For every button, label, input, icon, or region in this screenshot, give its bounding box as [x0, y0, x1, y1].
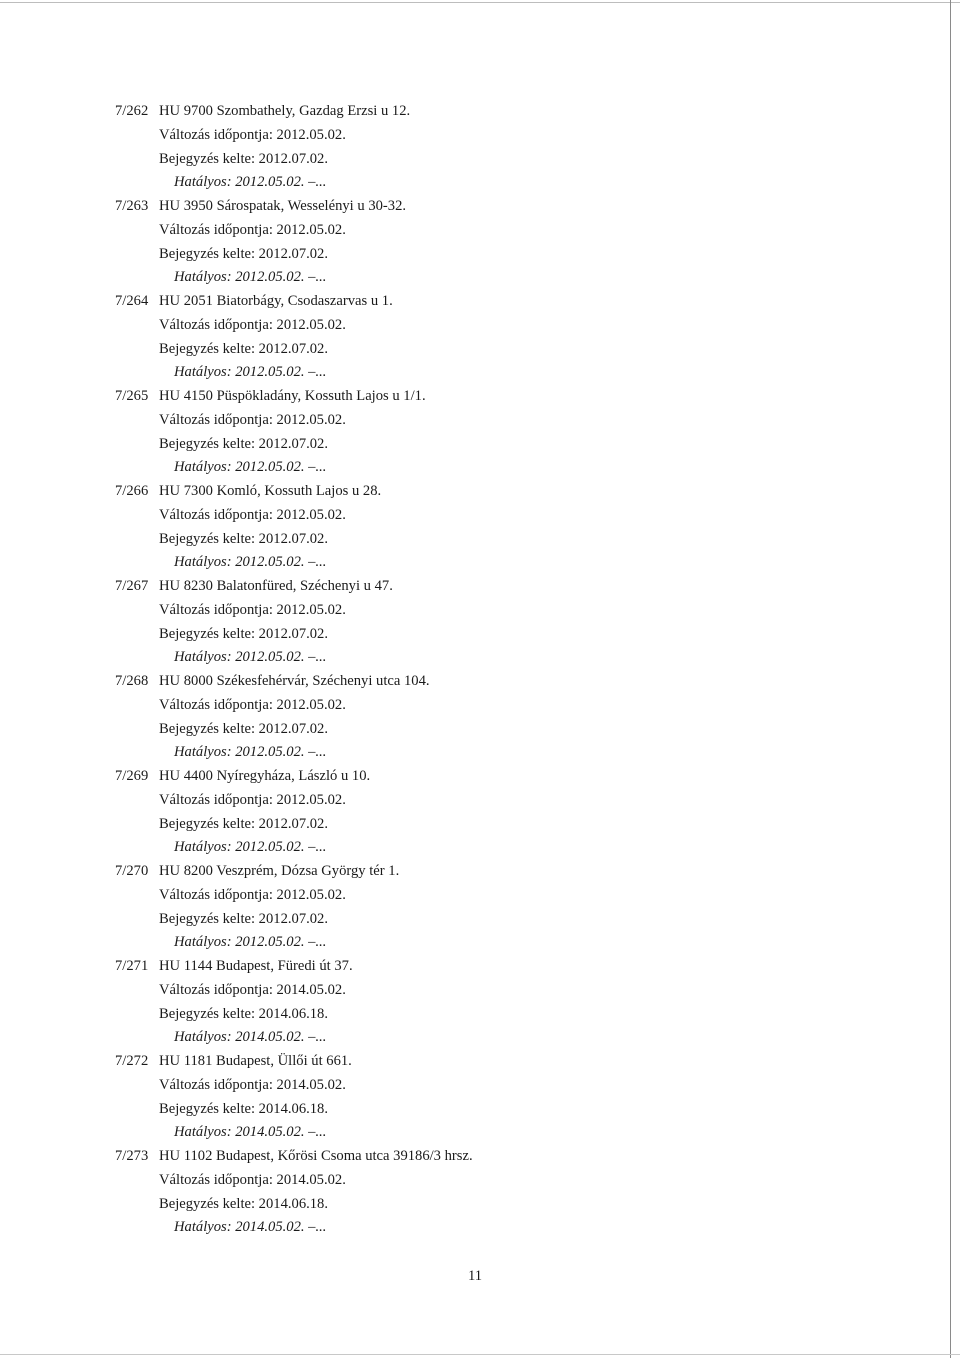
entry-number: 7/270	[115, 863, 149, 879]
entry-number: 7/268	[115, 673, 149, 689]
page-number: 11	[468, 1268, 483, 1284]
entry-address: HU 4400 Nyíregyháza, László u 10.	[159, 768, 371, 784]
effective-date: Hatályos: 2012.05.02. –...	[174, 934, 327, 951]
change-date: Változás időpontja: 2012.05.02.	[159, 316, 346, 333]
effective-date: Hatályos: 2012.05.02. –...	[174, 174, 327, 191]
entry-address: HU 1102 Budapest, Kőrösi Csoma utca 39186/3 hrsz.	[159, 1148, 473, 1164]
registration-date: Bejegyzés kelte: 2012.07.02.	[159, 530, 329, 547]
entry-7-270	[115, 860, 915, 955]
registration-date: Bejegyzés kelte: 2012.07.02.	[159, 150, 329, 167]
scan-edge-bottom	[0, 1354, 960, 1355]
effective-date: Hatályos: 2012.05.02. –...	[174, 839, 327, 856]
entry-address: HU 8200 Veszprém, Dózsa György tér 1.	[159, 863, 400, 879]
effective-date: Hatályos: 2012.05.02. –...	[174, 649, 327, 666]
entry-7-264	[115, 290, 915, 385]
effective-date: Hatályos: 2014.05.02. –...	[174, 1124, 327, 1141]
entry-number: 7/267	[115, 578, 149, 594]
change-date: Változás időpontja: 2012.05.02.	[159, 601, 346, 618]
entry-7-263	[115, 195, 915, 290]
registration-date: Bejegyzés kelte: 2012.07.02.	[159, 910, 329, 927]
effective-date: Hatályos: 2012.05.02. –...	[174, 269, 327, 286]
entry-number: 7/271	[115, 958, 149, 974]
change-date: Változás időpontja: 2012.05.02.	[159, 696, 346, 713]
entry-7-262	[115, 100, 915, 195]
entry-7-265	[115, 385, 915, 480]
entry-address: HU 1181 Budapest, Üllői út 661.	[159, 1053, 352, 1069]
scan-edge-top	[0, 2, 960, 3]
registration-date: Bejegyzés kelte: 2014.06.18.	[159, 1195, 329, 1212]
entry-address: HU 9700 Szombathely, Gazdag Erzsi u 12.	[159, 103, 411, 119]
entry-number: 7/263	[115, 198, 149, 214]
entry-number: 7/272	[115, 1053, 149, 1069]
registration-date: Bejegyzés kelte: 2012.07.02.	[159, 720, 329, 737]
registration-date: Bejegyzés kelte: 2014.06.18.	[159, 1005, 329, 1022]
change-date: Változás időpontja: 2012.05.02.	[159, 886, 346, 903]
entry-number: 7/264	[115, 293, 149, 309]
change-date: Változás időpontja: 2012.05.02.	[159, 126, 346, 143]
change-date: Változás időpontja: 2012.05.02.	[159, 411, 346, 428]
entry-address: HU 1144 Budapest, Füredi út 37.	[159, 958, 353, 974]
entry-address: HU 2051 Biatorbágy, Csodaszarvas u 1.	[159, 293, 393, 309]
entry-address: HU 7300 Komló, Kossuth Lajos u 28.	[159, 483, 382, 499]
entry-address: HU 8230 Balatonfüred, Széchenyi u 47.	[159, 578, 393, 594]
entry-7-272	[115, 1050, 915, 1145]
scan-edge-right	[950, 0, 951, 1358]
change-date: Változás időpontja: 2012.05.02.	[159, 506, 346, 523]
registration-date: Bejegyzés kelte: 2012.07.02.	[159, 815, 329, 832]
entry-number: 7/273	[115, 1148, 149, 1164]
entry-number: 7/265	[115, 388, 149, 404]
entry-7-266	[115, 480, 915, 575]
effective-date: Hatályos: 2012.05.02. –...	[174, 364, 327, 381]
entry-address: HU 8000 Székesfehérvár, Széchenyi utca 104.	[159, 673, 430, 689]
entry-7-267	[115, 575, 915, 670]
entry-7-273	[115, 1145, 915, 1240]
entry-number: 7/266	[115, 483, 149, 499]
registration-date: Bejegyzés kelte: 2014.06.18.	[159, 1100, 329, 1117]
effective-date: Hatályos: 2012.05.02. –...	[174, 459, 327, 476]
effective-date: Hatályos: 2014.05.02. –...	[174, 1029, 327, 1046]
effective-date: Hatályos: 2012.05.02. –...	[174, 744, 327, 761]
entry-7-268	[115, 670, 915, 765]
change-date: Változás időpontja: 2012.05.02.	[159, 791, 346, 808]
effective-date: Hatályos: 2012.05.02. –...	[174, 554, 327, 571]
entry-7-271	[115, 955, 915, 1050]
change-date: Változás időpontja: 2014.05.02.	[159, 1171, 346, 1188]
entry-address: HU 3950 Sárospatak, Wesselényi u 30-32.	[159, 198, 407, 214]
registration-date: Bejegyzés kelte: 2012.07.02.	[159, 245, 329, 262]
registration-date: Bejegyzés kelte: 2012.07.02.	[159, 625, 329, 642]
entry-number: 7/269	[115, 768, 149, 784]
entry-list	[115, 100, 915, 1240]
change-date: Változás időpontja: 2014.05.02.	[159, 1076, 346, 1093]
change-date: Változás időpontja: 2014.05.02.	[159, 981, 346, 998]
entry-number: 7/262	[115, 103, 149, 119]
effective-date: Hatályos: 2014.05.02. –...	[174, 1219, 327, 1236]
entry-7-269	[115, 765, 915, 860]
registration-date: Bejegyzés kelte: 2012.07.02.	[159, 435, 329, 452]
entry-address: HU 4150 Püspökladány, Kossuth Lajos u 1/1.	[159, 388, 426, 404]
registration-date: Bejegyzés kelte: 2012.07.02.	[159, 340, 329, 357]
change-date: Változás időpontja: 2012.05.02.	[159, 221, 346, 238]
